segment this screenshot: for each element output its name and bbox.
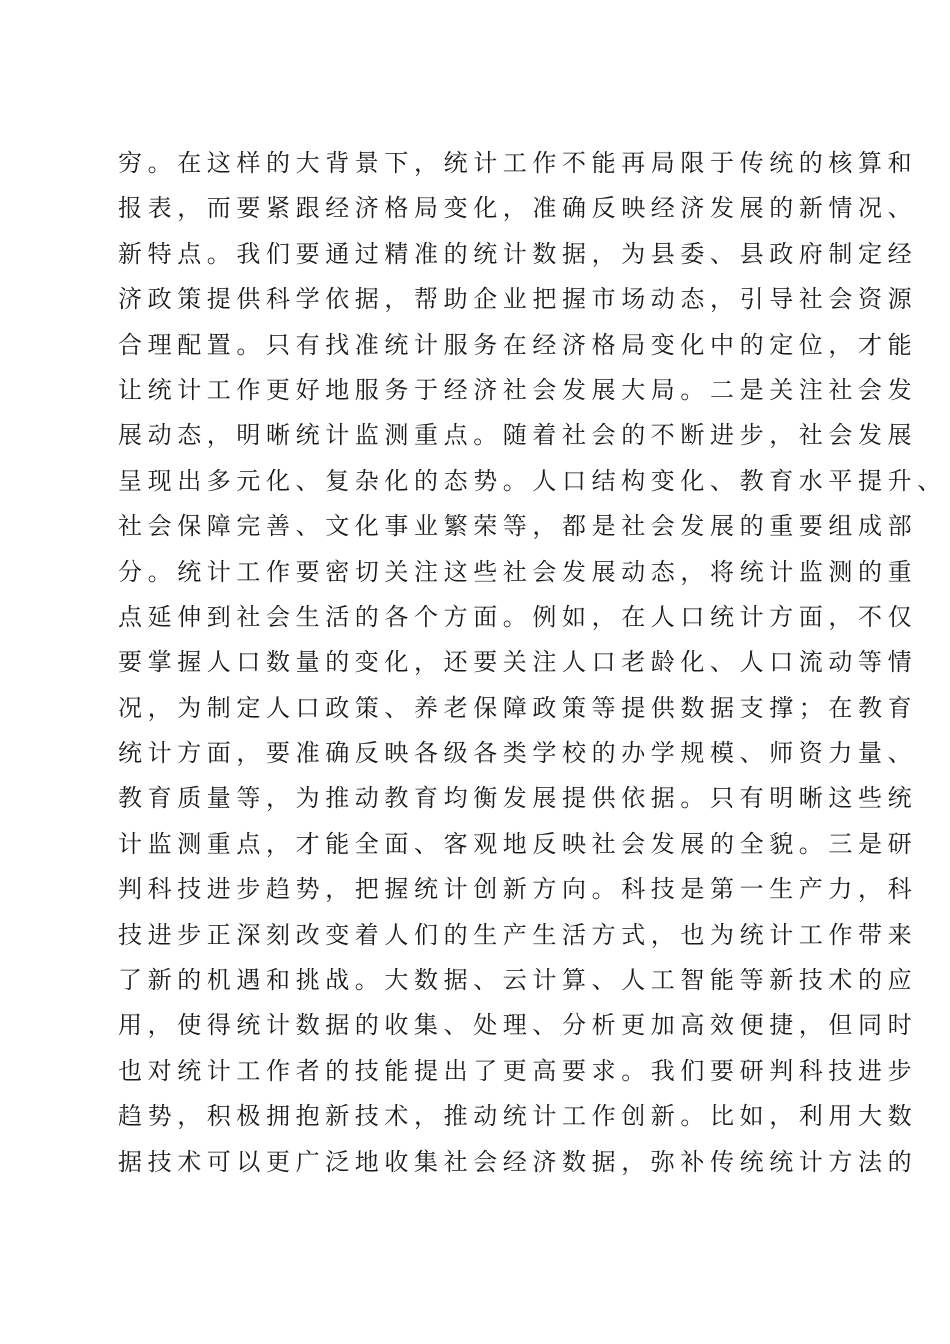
text-line: 济政策提供科学依据，帮助企业把握市场动态，引导社会资源 (118, 285, 918, 314)
text-line: 呈现出多元化、复杂化的态势。人口结构变化、教育水平提升、 (118, 466, 947, 495)
text-line: 况，为制定人口政策、养老保障政策等提供数据支撑；在教育 (118, 693, 918, 722)
body-text (118, 141, 947, 1185)
text-line: 展动态，明晰统计监测重点。随着社会的不断进步，社会发展 (118, 421, 918, 450)
text-line: 穷。在这样的大背景下，统计工作不能再局限于传统的核算和 (118, 149, 918, 177)
text-line: 要掌握人口数量的变化，还要关注人口老龄化、人口流动等情 (118, 648, 918, 677)
text-line: 教育质量等，为推动教育均衡发展提供依据。只有明晰这些统 (118, 784, 918, 813)
text-line: 计监测重点，才能全面、客观地反映社会发展的全貌。三是研 (118, 829, 918, 858)
text-line: 据技术可以更广泛地收集社会经济数据，弥补传统统计方法的 (118, 1147, 918, 1176)
text-line: 让统计工作更好地服务于经济社会发展大局。二是关注社会发 (118, 375, 918, 404)
text-line: 用，使得统计数据的收集、处理、分析更加高效便捷，但同时 (118, 1011, 918, 1040)
text-line: 判科技进步趋势，把握统计创新方向。科技是第一生产力，科 (118, 875, 918, 904)
text-line: 也对统计工作者的技能提出了更高要求。我们要研判科技进步 (118, 1056, 918, 1085)
text-line: 合理配置。只有找准统计服务在经济格局变化中的定位，才能 (118, 330, 918, 359)
text-line: 新特点。我们要通过精准的统计数据，为县委、县政府制定经 (118, 239, 918, 268)
text-line: 了新的机遇和挑战。大数据、云计算、人工智能等新技术的应 (118, 966, 918, 995)
text-line: 分。统计工作要密切关注这些社会发展动态，将统计监测的重 (118, 557, 918, 586)
text-line: 社会保障完善、文化事业繁荣等，都是社会发展的重要组成部 (118, 512, 918, 541)
text-line: 技进步正深刻改变着人们的生产生活方式，也为统计工作带来 (118, 920, 918, 949)
text-line: 报表，而要紧跟经济格局变化，准确反映经济发展的新情况、 (118, 194, 918, 223)
text-line: 趋势，积极拥抱新技术，推动统计工作创新。比如，利用大数 (118, 1102, 918, 1131)
text-line: 点延伸到社会生活的各个方面。例如，在人口统计方面，不仅 (118, 602, 918, 631)
text-line: 统计方面，要准确反映各级各类学校的办学规模、师资力量、 (118, 739, 918, 768)
